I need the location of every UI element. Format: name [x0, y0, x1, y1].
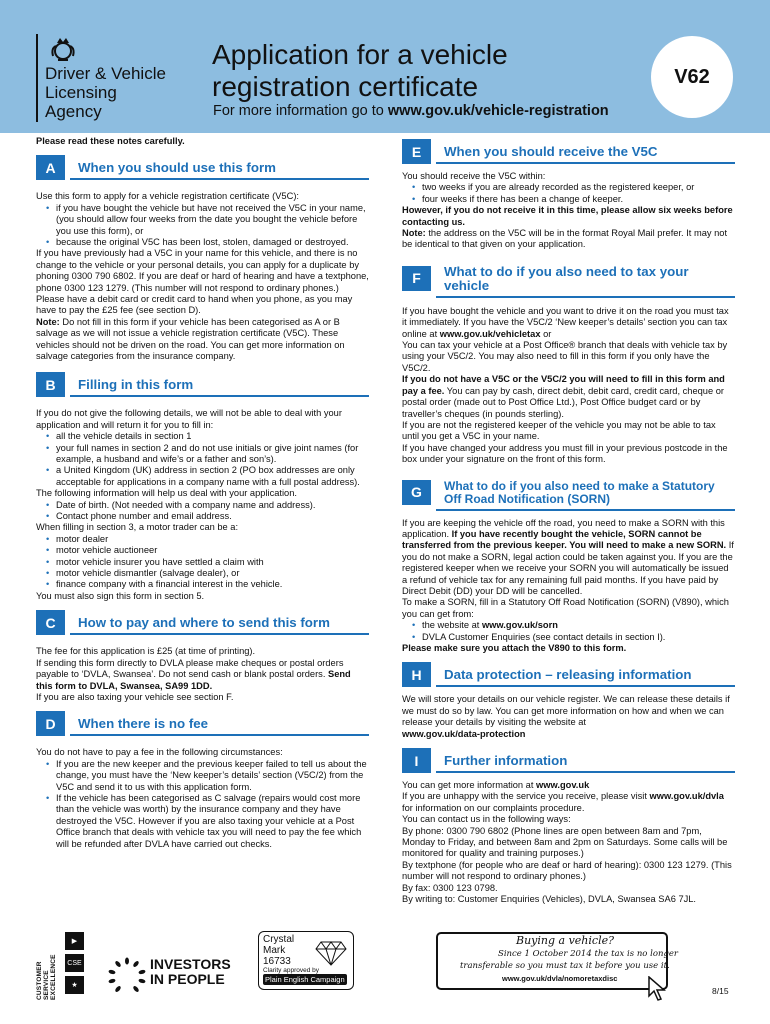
- section-letter: I: [402, 748, 431, 773]
- section-b-lead: If you do not give the following details, we will not be able to deal with your application and will return it for you to fill in:: [36, 408, 342, 430]
- section-b-list2: [36, 500, 369, 523]
- section-b-header: [36, 372, 369, 397]
- cse-box: [65, 954, 84, 972]
- f-p3-bold: If you do not have a V5C or the V5C/2 you will need to fill in this form and pay a fee.: [402, 374, 725, 396]
- list-item: • if you have bought the vehicle but have not received the V5C in your name, (you should allow four weeks from the date you bought the vehicle before you use this form), or: [46, 203, 369, 237]
- section-c-header: [36, 610, 369, 635]
- page-number: 8/15: [712, 986, 729, 996]
- list-item: • motor vehicle dismantler (salvage dealer), or: [46, 568, 369, 579]
- list-item: • Contact phone number and email address.: [46, 511, 369, 522]
- section-title: When you should use this form: [70, 155, 369, 180]
- section-letter: H: [402, 662, 431, 687]
- section-g-p1: [402, 518, 735, 598]
- section-title: Filling in this form: [70, 372, 369, 397]
- list-item: • If the vehicle has been categorised as C salvage (repairs would cost more than the vehicle was worth) by the insurance company and they have destroyed the V5C. However if you are also taxing your vehicle at a Post Office branch that deals with vehicle tax you will need to pay the fee which will be refunded after DVLA have carried out checks.: [46, 793, 369, 850]
- section-letter: A: [36, 155, 65, 180]
- section-title: Further information: [436, 748, 735, 773]
- iip-text: [150, 957, 231, 987]
- list-item: • two weeks if you are already recorded as the registered keeper, or: [412, 182, 735, 193]
- section-f-p1: [402, 306, 735, 340]
- note-label: Note:: [36, 316, 60, 327]
- title-line: Application for a vehicle: [212, 39, 508, 70]
- section-c-fee: The fee for this application is £25 (at time of printing).: [36, 646, 256, 657]
- g-b1-pre: the website at: [422, 620, 482, 631]
- section-e-header: [402, 139, 735, 164]
- cse-label: CSE: [67, 959, 82, 967]
- section-e-list: [402, 182, 735, 205]
- section-letter: C: [36, 610, 65, 635]
- section-letter: F: [402, 266, 431, 291]
- section-i-phone: By phone: 0300 790 6802 (Phone lines are open between 8am and 7pm, Monday to Friday, and between 8am and 2pm on Saturdays. Some calls will be monitored for quality and training purposes.): [402, 825, 728, 859]
- section-b-list3: [36, 534, 369, 591]
- list-item: • motor dealer: [46, 534, 369, 545]
- section-i-p2: [402, 791, 735, 814]
- list-item: • DVLA Customer Enquiries (see contact details in section I).: [412, 632, 735, 643]
- send-text: If sending this form directly to DVLA please make cheques or postal orders payable to ‘DVLA, Swansea’. Do not send cash or blank postal orders.: [36, 657, 344, 680]
- section-a-list: [36, 203, 369, 249]
- form-code: V62: [674, 65, 710, 88]
- section-b-help: The following information will help us deal with your application.: [36, 488, 297, 499]
- section-title: Data protection – releasing information: [436, 662, 735, 687]
- section-title: When there is no fee: [70, 711, 369, 736]
- crystal-small: Clarity approved by: [263, 967, 319, 974]
- section-title: How to pay and where to send this form: [70, 610, 369, 635]
- g-p1-bold: If you have recently bought the vehicle, SORN cannot be transferred from the previous keeper. You will need to make a new SORN.: [402, 528, 727, 551]
- laurel-icon: [108, 957, 146, 995]
- list-item: • finance company with a financial interest in the vehicle.: [46, 579, 369, 590]
- page-title: [212, 39, 508, 103]
- i-p2-pre: If you are unhappy with the service you receive, please visit: [402, 791, 650, 802]
- more-info-prefix: For more information go to: [213, 103, 388, 119]
- section-i-text: By textphone (for people who are deaf or hard of hearing): 0300 123 1279. (This number will not respond to ordinary phones.): [402, 859, 732, 882]
- data-protection-link[interactable]: www.gov.uk/data-protection: [402, 728, 526, 739]
- section-g-p2: To make a SORN, fill in a Statutory Off Road Notification (SORN) (V890), which you can get from:: [402, 597, 729, 619]
- sorn-link[interactable]: www.gov.uk/sorn: [481, 620, 558, 631]
- list-item: • four weeks if there has been a change of keeper.: [412, 194, 735, 205]
- left-column: [36, 135, 369, 850]
- f-p1-pre: If you have bought the vehicle and you want to drive it on the road you must tax it immediately. If you have the V5C/2 ‘New keeper’s details’ section you can tax online at: [402, 305, 729, 339]
- list-item: • Date of birth. (Not needed with a company name and address).: [46, 500, 369, 511]
- star-icon: ★: [65, 976, 84, 994]
- agency-line: Driver & Vehicle: [45, 64, 166, 83]
- section-i-p3: You can contact us in the following ways:: [402, 814, 571, 825]
- govuk-link[interactable]: www.gov.uk: [536, 780, 590, 791]
- right-column: [402, 135, 735, 906]
- crystal-line: Crystal: [263, 934, 295, 945]
- form-code-badge: [651, 36, 733, 118]
- buying-a-vehicle-box: [436, 932, 678, 990]
- royal-crest-icon: [48, 34, 78, 64]
- crystal-line: 16733: [263, 956, 291, 967]
- section-f-p2: You can tax your vehicle at a Post Office® branch that deals with vehicle tax by using your V5C/2. You may also need to fill in this form if you only have the V5C/2.: [402, 340, 728, 373]
- section-title: What to do if you also need to make a Statutory Off Road Notification (SORN): [436, 474, 735, 511]
- section-c-send: [36, 658, 369, 692]
- section-d-header: [36, 711, 369, 736]
- note-label: Note:: [402, 228, 426, 239]
- list-item: • If you are the new keeper and the previous keeper failed to tell us about the change, you must have the ‘New keeper’s details’ section (V5C/2) from the V5C and send it to us with this application form.: [46, 759, 369, 793]
- list-item: • your full names in section 2 and do not use initials or give joint names (for example, a husband and wife’s or a father and son’s).: [46, 443, 369, 466]
- section-h-p1: We will store your details on our vehicle register. We can release these details if we must do so by law. You can get more information on how and when we can release your details by visiting the website at: [402, 694, 730, 728]
- section-f-header: [402, 259, 735, 298]
- note-text: the address on the V5C will be in the format Royal Mail prefer. It may not be identical to that given on your application.: [402, 228, 728, 250]
- section-letter: D: [36, 711, 65, 736]
- g-p1-post: If you do not make a SORN, legal action could be taken against you. If you are the registered keeper when we receive your SORN you will automatically be issued a refund of vehicle tax for any remaining full paid months. If you have paid by Direct Debit (DD) your DD will be cancelled.: [402, 540, 734, 596]
- cse-vertical-text: CUSTOMER SERVICE EXCELLENCE: [36, 954, 57, 1000]
- investors-in-people-logo: [108, 956, 231, 1000]
- play-icon: ▶: [65, 932, 84, 950]
- list-item: • all the vehicle details in section 1: [46, 431, 369, 442]
- g-p1-pre: If you are keeping the vehicle off the road, you need to make a SORN with this application.: [402, 517, 725, 539]
- vehicletax-link[interactable]: www.gov.uk/vehicletax: [439, 328, 541, 339]
- section-e-bold: However, if you do not receive it in this time, please allow six weeks before contacting us.: [402, 205, 733, 227]
- header-band: [0, 0, 770, 133]
- i-p2-post: for information on our complaints procedure.: [402, 802, 585, 813]
- crystal-line: Mark: [263, 945, 286, 956]
- agency-name: [45, 64, 166, 121]
- section-a-header: [36, 155, 369, 180]
- section-f-p5: If you have changed your address you must fill in your previous postcode in the box under your signature on the front of this form.: [402, 442, 728, 465]
- section-i-fax: By fax: 0300 123 0798.: [402, 882, 498, 893]
- section-f-p4: If you are not the registered keeper of the vehicle you may not be able to tax until you get a V5C in your name.: [402, 419, 716, 442]
- section-title: What to do if you also need to tax your vehicle: [436, 259, 735, 298]
- more-info-link[interactable]: www.gov.uk/vehicle-registration: [387, 103, 609, 119]
- section-d-list: [36, 759, 369, 850]
- send-address: Send this form to DVLA, Swansea, SA99 1DD.: [36, 669, 351, 691]
- more-info: [213, 103, 609, 119]
- agency-line: Agency: [45, 102, 102, 121]
- section-letter: G: [402, 480, 431, 505]
- buying-title: Buying a vehicle?: [516, 934, 614, 947]
- section-a-para: If you have previously had a V5C in your name for this vehicle, and there is no change to the vehicle or your personal details, you can apply for a duplicate by phoning 0300 790 6802. If you are deaf or hard of hearing and have a textphone, phone 0300 123 1279. (This number will not respond to ordinary phones.) Please have a debit card or credit card to hand when you phone, as you may have to pay the £25 fee (see section D).: [36, 248, 369, 316]
- section-f-p3: [402, 374, 735, 420]
- list-item: • motor vehicle insurer you have settled a claim with: [46, 557, 369, 568]
- iip-line: INVESTORS: [150, 956, 231, 972]
- list-item: • because the original V5C has been lost, stolen, damaged or destroyed.: [46, 237, 369, 248]
- i-p1-pre: You can get more information at: [402, 780, 537, 791]
- list-item: [412, 620, 735, 631]
- iip-line: IN PEOPLE: [150, 971, 225, 987]
- section-g-header: [402, 474, 735, 511]
- section-h-header: [402, 662, 735, 687]
- section-letter: E: [402, 139, 431, 164]
- section-b-list1: [36, 431, 369, 488]
- f-p3-rest: You can pay by cash, direct debit, debit card, credit card, cheque or postal order (made out to Post Office Ltd.), Post Office budget card or by traveller’s cheques (in pounds sterling).: [402, 385, 724, 419]
- list-item: • a United Kingdom (UK) address in section 2 (PO box addresses are only acceptable for applications in a company name with a full postal address).: [46, 465, 369, 488]
- section-d-lead: You do not have to pay a fee in the following circumstances:: [36, 747, 283, 758]
- note-text: Do not fill in this form if your vehicle has been categorised as A or B salvage as we will not issue a vehicle registration certificate (V5C). These vehicles should not be driven on the road. You can get more information on salvage categories from the insurance company.: [36, 316, 345, 361]
- section-i-writing: By writing to: Customer Enquiries (Vehicles), DVLA, Swansea SA6 7JL.: [402, 894, 697, 905]
- crystal-campaign: Plain English Campaign: [265, 975, 345, 984]
- section-g-closing: Please make sure you attach the V890 to this form.: [402, 643, 627, 653]
- list-item: • motor vehicle auctioneer: [46, 545, 369, 556]
- intro-note: Please read these notes carefully.: [36, 136, 185, 146]
- nomoretaxdisc-link[interactable]: www.gov.uk/dvla/nomoretaxdisc: [502, 974, 618, 983]
- section-a-note: [36, 317, 369, 363]
- section-i-header: [402, 748, 735, 773]
- diamond-icon: [315, 940, 347, 966]
- cursor-icon: [648, 976, 666, 1002]
- section-a-lead: Use this form to apply for a vehicle registration certificate (V5C):: [36, 191, 299, 202]
- section-i-p1: [402, 780, 735, 791]
- section-e-lead: You should receive the V5C within:: [402, 171, 546, 181]
- buying-line1: Since 1 October 2014 the tax is no longer: [498, 949, 678, 959]
- agency-line: Licensing: [45, 83, 117, 102]
- dvla-link[interactable]: www.gov.uk/dvla: [649, 791, 724, 802]
- section-letter: B: [36, 372, 65, 397]
- logo-divider: [36, 34, 38, 122]
- section-title: When you should receive the V5C: [436, 139, 735, 164]
- buying-line2: transferable so you must tax it before you use it.: [460, 961, 670, 971]
- section-e-note: [402, 228, 735, 251]
- title-line: registration certificate: [212, 71, 479, 102]
- section-b-trader: When filling in section 3, a motor trader can be a:: [36, 522, 239, 533]
- section-c-taxing: If you are also taxing your vehicle see section F.: [36, 691, 234, 702]
- section-b-sign: You must also sign this form in section 5.: [36, 590, 205, 601]
- section-g-list: [402, 620, 735, 643]
- f-p1-post: or: [540, 328, 552, 339]
- crystal-mark: [258, 931, 354, 990]
